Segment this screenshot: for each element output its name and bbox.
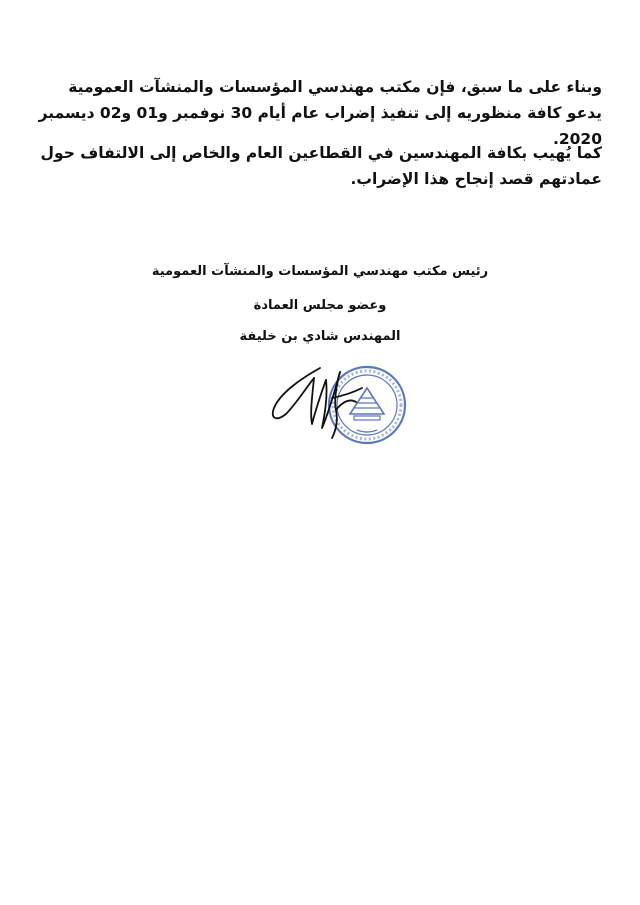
stamp-graphic (262, 358, 422, 458)
signatory-title: رئيس مكتب مهندسي المؤسسات والمنشآت العمومية (151, 264, 489, 279)
signatory-name: المهندس شادي بن خليفة (239, 329, 401, 344)
signature-and-stamp (262, 358, 422, 458)
handwritten-signature-icon (273, 368, 362, 438)
signatory-council-role: وعضو مجلس العمادة (253, 298, 387, 313)
body-paragraph-strike-call: وبناء على ما سبق، فإن مكتب مهندسي المؤسسات والمنشآت العمومية يدعو كافة منظوريه إلى تنفيذ إضراب عام أيام 30 نوفمبر و01 و02 ديسمبر 2020. (38, 78, 602, 148)
body-paragraph-appeal: كما يُهيب بكافة المهندسين في القطاعين العام والخاص إلى الالتفاف حول عمادتهم قصد إنجاح هذا الإضراب. (40, 144, 602, 188)
